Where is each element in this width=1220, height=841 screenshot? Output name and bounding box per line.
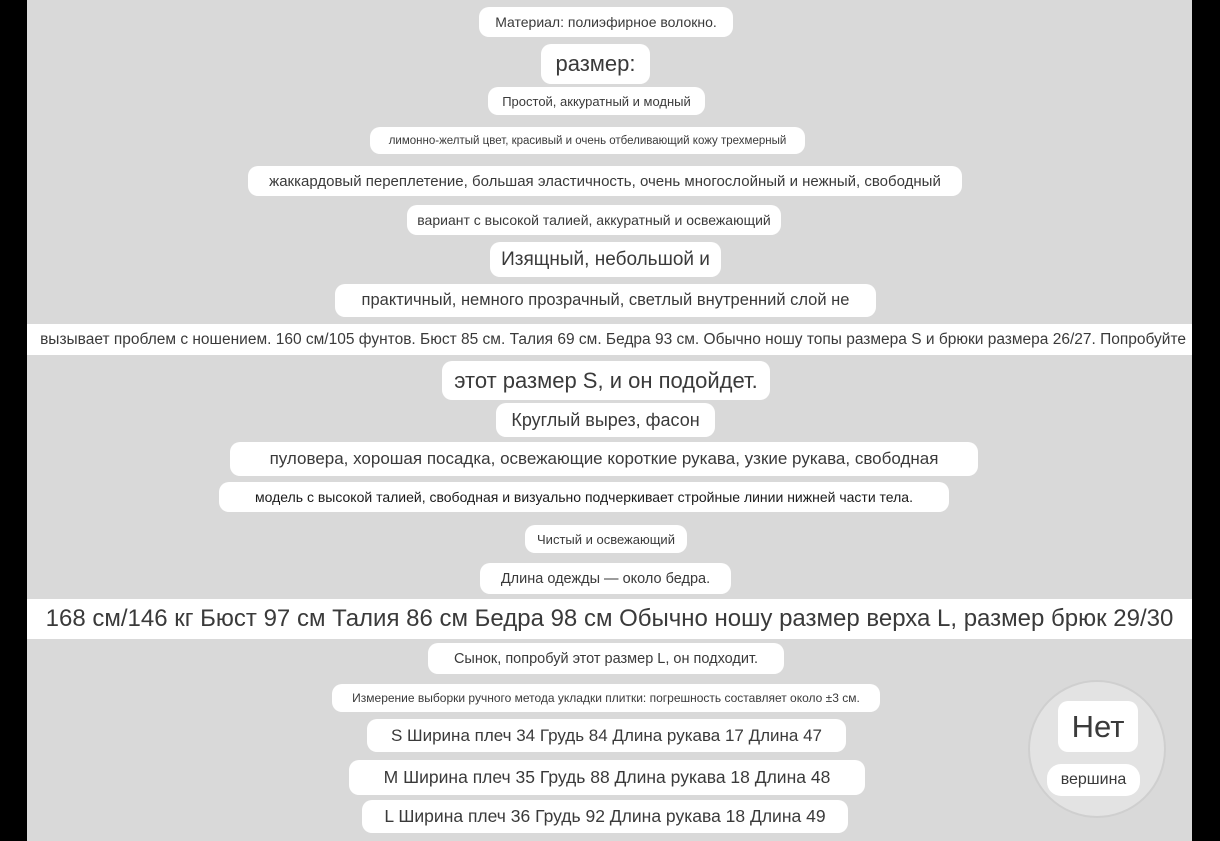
text-line-high-waist: вариант с высокой талией, аккуратный и освежающий <box>407 205 781 235</box>
screenshot-viewport <box>27 0 1192 841</box>
text-line-try-size-s: этот размер S, и он подойдет. <box>442 361 770 400</box>
text-line-size-heading: размер: <box>541 44 650 84</box>
text-line-length: Длина одежды — около бедра. <box>480 563 731 594</box>
text-line-practical: практичный, немного прозрачный, светлый внутренний слой не <box>335 284 876 317</box>
text-line-try-size-l: Сынок, попробуй этот размер L, он подходит. <box>428 643 784 674</box>
text-line-elegant: Изящный, небольшой и <box>490 242 721 277</box>
text-line-high-waist-model: модель с высокой талией, свободная и визуально подчеркивает стройные линии нижней части тела. <box>219 482 949 512</box>
size-row-s: S Ширина плеч 34 Грудь 84 Длина рукава 17 Длина 47 <box>367 719 846 752</box>
size-row-m: M Ширина плеч 35 Грудь 88 Длина рукава 18 Длина 48 <box>349 760 865 795</box>
text-line-round-neck: Круглый вырез, фасон <box>496 403 715 437</box>
size-row-l: L Ширина плеч 36 Грудь 92 Длина рукава 18 Длина 49 <box>362 800 848 833</box>
text-line-material: Материал: полиэфирное волокно. <box>479 7 733 37</box>
text-line-measurement-note: Измерение выборки ручного метода укладки плитки: погрешность составляет около ±3 см. <box>332 684 880 712</box>
back-to-top-bottom-label[interactable]: вершина <box>1047 764 1140 796</box>
text-line-jacquard: жаккардовый переплетение, большая эластичность, очень многослойный и нежный, свободный <box>248 166 962 196</box>
back-to-top-top-label[interactable]: Нет <box>1058 701 1138 752</box>
text-line-simple: Простой, аккуратный и модный <box>488 87 705 115</box>
text-line-measurements-s: вызывает проблем с ношением. 160 см/105 фунтов. Бюст 85 см. Талия 69 см. Бедра 93 см. Обычно ношу топы размера S и брюки размера 26/27. Попробуйте <box>27 324 1192 355</box>
text-line-lemon-color: лимонно-желтый цвет, красивый и очень отбеливающий кожу трехмерный <box>370 127 805 154</box>
text-line-pullover: пуловера, хорошая посадка, освежающие короткие рукава, узкие рукава, свободная <box>230 442 978 476</box>
text-line-measurements-l: 168 см/146 кг Бюст 97 см Талия 86 см Бедра 98 см Обычно ношу размер верха L, размер брюк 29/30 <box>27 599 1192 639</box>
text-line-clean: Чистый и освежающий <box>525 525 687 553</box>
